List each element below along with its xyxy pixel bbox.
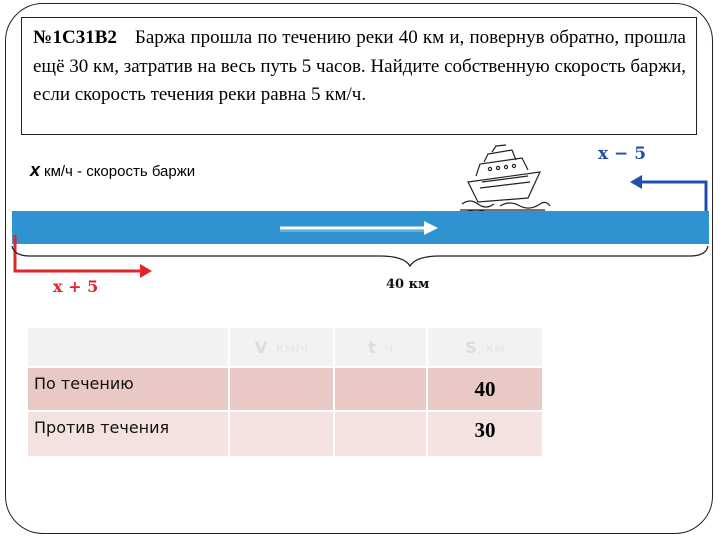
distance-brace [12, 246, 708, 266]
header-distance-unit: , км [476, 340, 505, 357]
header-distance [427, 327, 543, 367]
table-row [27, 367, 543, 411]
barge-ship-icon [460, 145, 550, 212]
header-time [334, 327, 427, 367]
cell-distance-downstream: 40 [427, 367, 543, 411]
header-distance-symbol: S [465, 337, 477, 357]
header-time-unit: , ч [375, 340, 393, 357]
problem-id: №1С31В2 [33, 27, 117, 48]
cell-time-upstream [334, 411, 427, 457]
upstream-label: x − 5 [598, 144, 647, 164]
cell-distance-upstream: 30 [427, 411, 543, 457]
row-label-upstream: Против течения [27, 411, 229, 457]
distance-label: 40 км [386, 277, 430, 292]
header-time-symbol: t [368, 337, 376, 357]
row-label-downstream: По течению [27, 367, 229, 411]
cell-speed-upstream [229, 411, 334, 457]
header-empty [27, 327, 229, 367]
table-row [27, 411, 543, 457]
header-speed-symbol: V [254, 337, 268, 357]
header-speed [229, 327, 334, 367]
cell-speed-downstream [229, 367, 334, 411]
data-table [26, 326, 544, 458]
variable-description: км/ч - скорость баржи [44, 163, 196, 180]
problem-text: Баржа прошла по течению реки 40 км и, повернув обратно, прошла ещё 30 км, затратив на весь путь 5 часов. Найдите собственную скорость баржи, если скорость течения реки равна 5 км/ч. [33, 27, 686, 105]
cell-time-downstream [334, 367, 427, 411]
header-speed-unit: , км/ч [267, 340, 309, 357]
table-header-row [27, 327, 543, 367]
downstream-label: x + 5 [53, 277, 99, 296]
variable-symbol: x [30, 160, 41, 180]
